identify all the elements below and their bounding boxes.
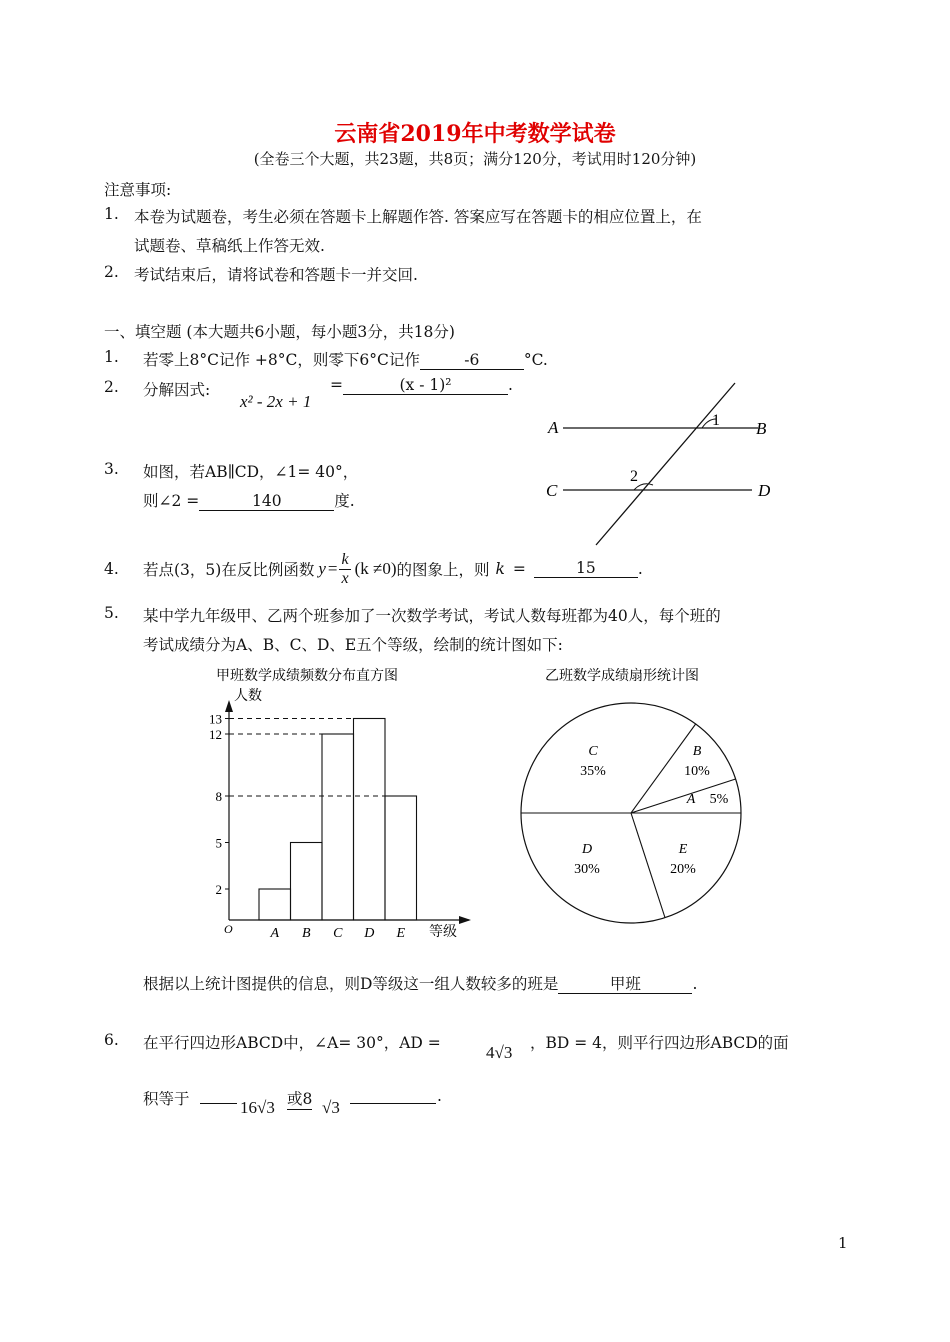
q4-end: . xyxy=(637,560,643,578)
q4-fraction xyxy=(339,551,350,588)
histogram-category-B: B xyxy=(301,926,311,941)
label-a: A xyxy=(548,418,559,437)
q3-line2-post: 度. xyxy=(334,492,355,510)
q5-line1: 某中学九年级甲、乙两个班参加了一次数学考试，考试人数每班都为40人，每个班的 xyxy=(143,607,721,625)
pie-value-D: 30% xyxy=(574,862,600,877)
q4-answer: 15 xyxy=(534,560,638,578)
q4-post: 的图象上，则 xyxy=(396,561,490,579)
pie-title: 乙班数学成绩扇形统计图 xyxy=(545,669,699,684)
q3-line1: 如图，若AB∥CD，∠1= 40°， xyxy=(143,463,359,481)
q4-eq: = xyxy=(327,559,338,578)
q3-line2-pre: 则∠2 = xyxy=(143,492,200,510)
q1-num: 1. xyxy=(104,348,119,366)
label-b: B xyxy=(756,419,767,438)
exam-subtitle: (全卷三个大题，共23题，共8页；满分120分，考试用时120分钟) xyxy=(253,150,697,168)
histogram-tick-label-12: 12 xyxy=(209,727,222,742)
q6-or: 或8 xyxy=(287,1087,312,1110)
histogram-category-C: C xyxy=(333,926,343,941)
page-number: 1 xyxy=(838,1234,848,1252)
pie-chart xyxy=(505,660,765,930)
histogram-category-D: D xyxy=(364,926,375,941)
label-d: D xyxy=(758,481,771,500)
histogram-bar-A xyxy=(259,889,291,920)
q2-answer: (x - 1)² xyxy=(343,377,508,395)
q4-num: 4. xyxy=(104,560,119,578)
histogram-tick-label-8: 8 xyxy=(215,789,222,804)
q4-eq2: = xyxy=(512,560,526,578)
pie-value-B: 10% xyxy=(684,764,710,779)
q6-blank-left xyxy=(200,1103,237,1104)
histogram-bar-B xyxy=(291,843,323,921)
histogram-bar-D xyxy=(354,719,386,921)
notice-item-2-num: 2. xyxy=(104,263,119,281)
notice-item-2-line1: 考试结束后，请将试卷和答题卡一并交回. xyxy=(134,266,418,284)
transversal xyxy=(596,383,735,545)
q4-condition: (k ≠0) xyxy=(354,559,397,578)
parallel-lines-figure xyxy=(530,375,800,550)
pie-label-C: C xyxy=(588,744,598,759)
q2-expression: x² - 2x + 1 xyxy=(240,392,312,411)
q3-answer: 140 xyxy=(199,493,334,511)
q5-conclusion-text: 根据以上统计图提供的信息，则D等级这一组人数较多的班是 xyxy=(143,975,559,993)
q3-num: 3. xyxy=(104,460,119,478)
pie-label-B: B xyxy=(692,744,702,759)
histogram-category-A: A xyxy=(270,926,280,941)
q2-row xyxy=(330,376,513,395)
q5-answer: 甲班 xyxy=(558,976,692,994)
histogram-tick-label-2: 2 xyxy=(215,882,222,897)
pie-value-C: 35% xyxy=(580,764,606,779)
histogram-tick-label-13: 13 xyxy=(209,711,222,727)
label-angle2: 2 xyxy=(630,468,638,485)
pie-radius-E xyxy=(631,813,665,918)
section1-heading: 一、填空题 (本大题共6小题，每小题3分，共18分) xyxy=(104,323,455,341)
q2-text: 分解因式: xyxy=(143,381,211,399)
q4-frac-den: x xyxy=(341,569,349,587)
histogram-bar-C xyxy=(322,734,354,920)
q2-equals: = xyxy=(330,376,343,394)
q1-text: 若零上8°C记作 +8°C，则零下6°C记作 xyxy=(143,351,420,369)
q2-num: 2. xyxy=(104,378,119,396)
histogram-tick-label-5: 5 xyxy=(215,835,222,851)
q3-line2 xyxy=(143,489,355,511)
notice-item-1-line1: 本卷为试题卷，考生必须在答题卡上解题作答. 答案应写在答题卡的相应位置上，在 xyxy=(134,208,702,226)
q6-end: . xyxy=(437,1087,442,1105)
q6-line1-post: ，BD = 4，则平行四边形ABCD的面 xyxy=(530,1034,789,1052)
histogram-ylabel: 人数 xyxy=(234,689,262,704)
q1-row xyxy=(143,348,548,370)
pie-value-E: 20% xyxy=(670,862,696,877)
q6-answer-b: √3 xyxy=(322,1098,340,1117)
q6-ad-value: 4√3 xyxy=(486,1043,513,1062)
histogram-category-E: E xyxy=(396,926,406,941)
q4-y: y xyxy=(318,559,326,578)
q5-num: 5. xyxy=(104,604,119,622)
q6-blank-right xyxy=(350,1103,436,1104)
q1-answer: -6 xyxy=(420,352,524,370)
q4-row xyxy=(143,546,643,592)
notice-item-1-line2: 试题卷、草稿纸上作答无效. xyxy=(134,237,325,255)
pie-value-A: 5% xyxy=(709,792,729,807)
q6-num: 6. xyxy=(104,1031,119,1049)
q2-end: . xyxy=(508,376,513,394)
q5-end: . xyxy=(692,975,698,993)
pie-label-A: A xyxy=(686,792,696,807)
histogram-bar-E xyxy=(385,796,417,920)
histogram-xlabel: 等级 xyxy=(429,925,457,940)
notice-heading: 注意事项: xyxy=(104,181,172,199)
label-angle1: 1 xyxy=(712,412,720,429)
pie-label-E: E xyxy=(678,842,688,857)
q6-line1-pre: 在平行四边形ABCD中，∠A= 30°，AD = xyxy=(143,1034,441,1052)
histogram-title: 甲班数学成绩频数分布直方图 xyxy=(216,669,398,684)
q1-unit: °C. xyxy=(523,351,548,369)
q4-pre: 若点(3，5)在反比例函数 xyxy=(143,561,315,579)
histogram-origin: O xyxy=(224,922,233,936)
pie-label-D: D xyxy=(581,842,593,857)
histogram-chart xyxy=(195,660,485,945)
notice-item-1-num: 1. xyxy=(104,205,119,223)
q6-answer-a: 16√3 xyxy=(240,1098,275,1117)
q4-frac-num: k xyxy=(341,550,349,568)
q5-conclusion xyxy=(143,972,697,994)
q5-line2: 考试成绩分为A、B、C、D、E五个等级，绘制的统计图如下: xyxy=(143,636,563,654)
exam-title: 云南省2019年中考数学试卷 xyxy=(334,121,616,147)
q4-kvar: k xyxy=(495,560,505,578)
histogram-y-arrow xyxy=(225,700,233,712)
label-c: C xyxy=(546,481,558,500)
histogram-x-arrow xyxy=(459,916,471,924)
q6-line2-pre: 积等于 xyxy=(143,1090,190,1108)
